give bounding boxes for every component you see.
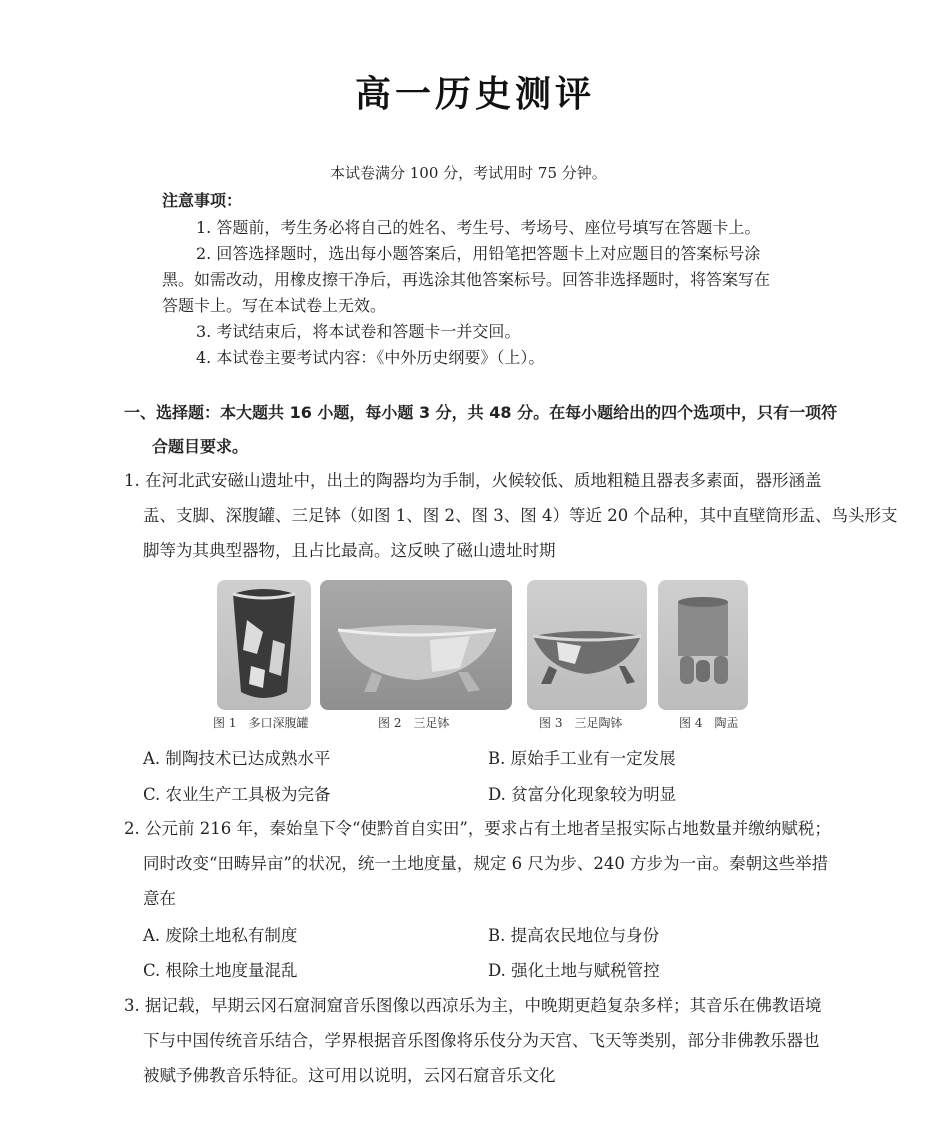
q2-option-b[interactable]: B. 提高农民地位与身份 — [488, 926, 660, 945]
notice-heading: 注意事项： — [162, 191, 243, 210]
notice-item-2-cont2: 答题卡上。写在本试卷上无效。 — [162, 296, 387, 315]
section-heading: 一、选择题：本大题共 16 小题，每小题 3 分，共 48 分。在每小题给出的四个选项中，只有一项符 — [124, 403, 838, 422]
notice-item-3: 3. 考试结束后，将本试卷和答题卡一并交回。 — [196, 322, 521, 341]
section-heading-cont: 合题目要求。 — [152, 437, 249, 456]
q1-option-b[interactable]: B. 原始手工业有一定发展 — [488, 749, 676, 768]
q2-stem-2: 同时改变“田畴异亩”的状况，统一土地度量，规定 6 尺为步、240 方步为一亩。秦朝这些举措 — [143, 854, 829, 873]
notice-item-4: 4. 本试卷主要考试内容：《中外历史纲要》（上）。 — [196, 348, 545, 367]
figure-1-caption: 图 1 多口深腹罐 — [213, 716, 309, 730]
figure-4-caption: 图 4 陶盂 — [679, 716, 739, 730]
jar-illustration — [217, 580, 311, 710]
q1-stem-3: 脚等为其典型器物，且占比最高。这反映了磁山遗址时期 — [143, 541, 556, 560]
figure-2-image — [320, 580, 512, 710]
q3-stem-1: 3. 据记载，早期云冈石窟洞窟音乐图像以西凉乐为主，中晚期更趋复杂多样；其音乐在佛教语境 — [124, 996, 822, 1015]
tripod-bowl-illustration — [320, 580, 512, 710]
notice-item-2-cont: 黑。如需改动，用橡皮擦干净后，再选涂其他答案标号。回答非选择题时，将答案写在 — [162, 270, 771, 289]
q1-stem-1: 1. 在河北武安磁山遗址中，出土的陶器均为手制，火候较低、质地粗糙且器表多素面，器形涵盖 — [124, 471, 822, 490]
q1-stem-2: 盂、支脚、深腹罐、三足钵（如图 1、图 2、图 3、图 4）等近 20 个品种，其中直壁筒形盂、鸟头形支 — [143, 506, 898, 525]
figure-1-image — [217, 580, 311, 710]
notice-item-1: 1. 答题前，考生务必将自己的姓名、考生号、考场号、座位号填写在答题卡上。 — [196, 218, 761, 237]
pottery-yu-illustration — [658, 580, 748, 710]
q3-stem-2: 下与中国传统音乐结合，学界根据音乐图像将乐伎分为天宫、飞天等类别，部分非佛教乐器也 — [143, 1031, 820, 1050]
q1-option-d[interactable]: D. 贫富分化现象较为明显 — [488, 785, 677, 804]
figure-4-image — [658, 580, 748, 710]
notice-item-2: 2. 回答选择题时，选出每小题答案后，用铅笔把答题卡上对应题目的答案标号涂 — [196, 244, 761, 263]
q2-stem-3: 意在 — [143, 889, 176, 908]
q2-option-c[interactable]: C. 根除土地度量混乱 — [143, 961, 298, 980]
q1-option-c[interactable]: C. 农业生产工具极为完备 — [143, 785, 331, 804]
q2-option-d[interactable]: D. 强化土地与赋税管控 — [488, 961, 660, 980]
q1-option-a[interactable]: A. 制陶技术已达成熟水平 — [143, 749, 331, 768]
q3-stem-3: 被赋予佛教音乐特征。这可用以说明，云冈石窟音乐文化 — [143, 1066, 556, 1085]
figure-3-caption: 图 3 三足陶钵 — [539, 716, 623, 730]
figure-2-caption: 图 2 三足钵 — [378, 716, 450, 730]
q2-stem-1: 2. 公元前 216 年，秦始皇下令“使黔首自实田”，要求占有土地者呈报实际占地数量并缴纳赋税； — [124, 819, 831, 838]
figure-3-image — [527, 580, 647, 710]
tripod-pottery-illustration — [527, 580, 647, 710]
q2-option-a[interactable]: A. 废除土地私有制度 — [143, 926, 298, 945]
exam-intro: 本试卷满分 100 分，考试用时 75 分钟。 — [330, 164, 607, 182]
exam-title: 高一历史测评 — [354, 74, 595, 115]
